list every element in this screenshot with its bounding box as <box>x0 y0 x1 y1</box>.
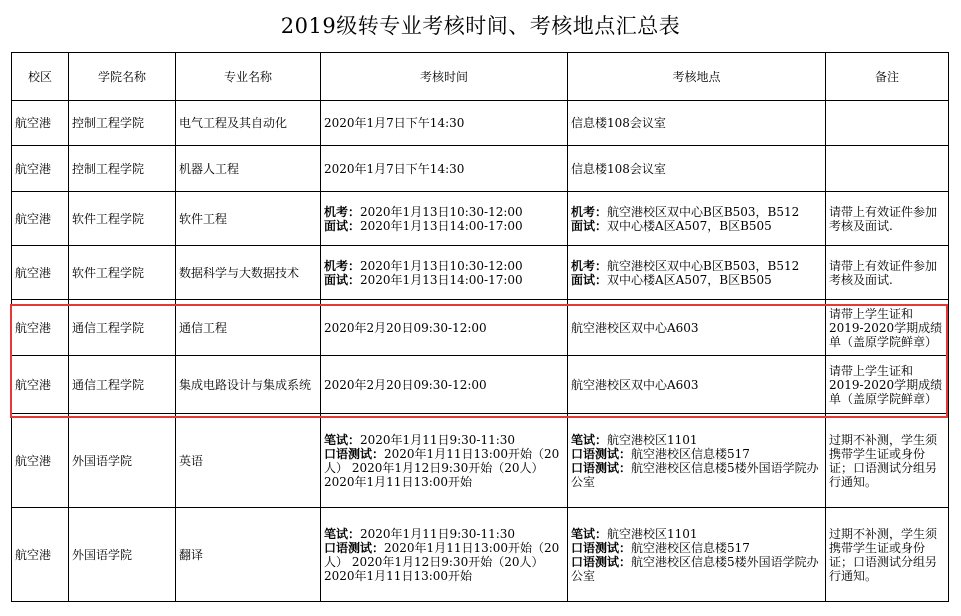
cell-major: 英语 <box>176 414 321 508</box>
place-label: 笔试： <box>571 432 608 447</box>
cell-note <box>826 101 949 146</box>
cell-time <box>321 246 568 300</box>
cell-time <box>321 146 568 192</box>
time-text: 2020年1月11日9:30-11:30 <box>360 526 516 541</box>
place-label: 笔试： <box>571 526 608 541</box>
place-line: 航空港校区双中心A603 <box>571 377 699 392</box>
cell-note: 请带上有效证件参加考核及面试. <box>826 246 949 300</box>
cell-time <box>321 414 568 508</box>
header-college: 学院名称 <box>69 53 176 101</box>
cell-time <box>321 508 568 602</box>
cell-college: 软件工程学院 <box>69 192 176 246</box>
place-line <box>571 541 822 555</box>
time-line <box>324 273 564 287</box>
cell-note: 过期不补测，学生须携带学生证或身份证；口语测试分组另行通知。 <box>826 414 949 508</box>
cell-major: 软件工程 <box>176 192 321 246</box>
cell-college: 控制工程学院 <box>69 101 176 146</box>
header-campus: 校区 <box>12 53 69 101</box>
table-row <box>12 300 949 356</box>
cell-place <box>568 356 826 414</box>
cell-campus: 航空港 <box>12 300 69 356</box>
time-label: 口语测试： <box>324 446 385 461</box>
time-label: 机考： <box>324 204 361 219</box>
cell-place <box>568 101 826 146</box>
cell-campus: 航空港 <box>12 508 69 602</box>
header-row <box>12 53 949 101</box>
cell-college: 控制工程学院 <box>69 146 176 192</box>
cell-college: 通信工程学院 <box>69 356 176 414</box>
place-line <box>571 555 822 583</box>
place-text: 航空港校区信息楼5楼外国语学院办公室 <box>571 554 819 583</box>
cell-note: 请带上学生证和2019-2020学期成绩单（盖原学院鲜章） <box>826 300 949 356</box>
cell-place <box>568 146 826 192</box>
table-row <box>12 246 949 300</box>
place-label: 口语测试： <box>571 460 632 475</box>
time-text: 2020年1月13日10:30-12:00 <box>360 204 523 219</box>
cell-college: 外国语学院 <box>69 414 176 508</box>
place-label: 面试： <box>571 218 608 233</box>
time-line <box>324 259 564 273</box>
cell-college: 软件工程学院 <box>69 246 176 300</box>
place-text: 航空港校区双中心B区B503，B512 <box>607 204 800 219</box>
place-line <box>571 433 822 447</box>
place-label: 口语测试： <box>571 554 632 569</box>
cell-place <box>568 300 826 356</box>
place-line: 信息楼108会议室 <box>571 161 666 176</box>
time-text: 2020年1月13日10:30-12:00 <box>360 258 523 273</box>
cell-major: 机器人工程 <box>176 146 321 192</box>
cell-campus: 航空港 <box>12 414 69 508</box>
place-line <box>571 205 822 219</box>
table-row <box>12 356 949 414</box>
cell-time <box>321 101 568 146</box>
time-line: 2020年1月7日下午14:30 <box>324 161 465 176</box>
time-text: 2020年1月11日9:30-11:30 <box>360 432 516 447</box>
cell-major: 集成电路设计与集成系统 <box>176 356 321 414</box>
time-label: 口语测试： <box>324 540 385 555</box>
cell-campus: 航空港 <box>12 146 69 192</box>
place-label: 口语测试： <box>571 446 632 461</box>
place-line <box>571 259 822 273</box>
place-text: 航空港校区1101 <box>607 432 698 447</box>
table-row <box>12 414 949 508</box>
place-text: 航空港校区信息楼5楼外国语学院办公室 <box>571 460 819 489</box>
place-line: 航空港校区双中心A603 <box>571 320 699 335</box>
time-line: 2020年2月20日09:30-12:00 <box>324 377 487 392</box>
place-text: 双中心楼A区A507，B区B505 <box>607 272 772 287</box>
time-line: 2020年1月7日下午14:30 <box>324 116 465 130</box>
place-line <box>571 273 822 287</box>
cell-campus: 航空港 <box>12 101 69 146</box>
place-text: 双中心楼A区A507，B区B505 <box>607 218 772 233</box>
time-line: 2020年2月20日09:30-12:00 <box>324 320 487 335</box>
place-text: 航空港校区信息楼517 <box>631 540 750 555</box>
header-note: 备注 <box>826 53 949 101</box>
cell-time <box>321 192 568 246</box>
header-major: 专业名称 <box>176 53 321 101</box>
place-text: 航空港校区1101 <box>607 526 698 541</box>
cell-note: 过期不补测，学生须携带学生证或身份证；口语测试分组另行通知。 <box>826 508 949 602</box>
place-line <box>571 447 822 461</box>
cell-note: 请带上有效证件参加考核及面试. <box>826 192 949 246</box>
cell-campus: 航空港 <box>12 356 69 414</box>
time-label: 笔试： <box>324 432 361 447</box>
cell-college: 外国语学院 <box>69 508 176 602</box>
time-label: 机考： <box>324 258 361 273</box>
cell-place <box>568 508 826 602</box>
page-title: 2019级转专业考核时间、考核地点汇总表 <box>280 14 681 38</box>
cell-campus: 航空港 <box>12 192 69 246</box>
cell-campus: 航空港 <box>12 246 69 300</box>
time-text: 2020年1月11日13:00开始（20人） 2020年1月12日9:30开始（20人） 2020年1月11日13:00开始 <box>324 540 560 583</box>
time-label: 面试： <box>324 272 361 287</box>
time-line <box>324 447 564 489</box>
place-line <box>571 527 822 541</box>
cell-time <box>321 356 568 414</box>
time-label: 笔试： <box>324 526 361 541</box>
place-label: 口语测试： <box>571 540 632 555</box>
cell-major: 数据科学与大数据技术 <box>176 246 321 300</box>
cell-place <box>568 246 826 300</box>
place-line <box>571 219 822 233</box>
header-place: 考核地点 <box>568 53 826 101</box>
table-row <box>12 192 949 246</box>
cell-major: 通信工程 <box>176 300 321 356</box>
schedule-table <box>11 52 949 602</box>
place-label: 机考： <box>571 258 608 273</box>
time-line <box>324 527 564 541</box>
time-line <box>324 219 564 233</box>
cell-major: 翻译 <box>176 508 321 602</box>
time-text: 2020年1月11日13:00开始（20人） 2020年1月12日9:30开始（20人） 2020年1月11日13:00开始 <box>324 446 560 489</box>
time-line <box>324 433 564 447</box>
time-line <box>324 205 564 219</box>
place-label: 面试： <box>571 272 608 287</box>
table-row <box>12 101 949 146</box>
cell-place <box>568 414 826 508</box>
time-text: 2020年1月13日14:00-17:00 <box>360 272 523 287</box>
place-text: 航空港校区双中心B区B503，B512 <box>607 258 800 273</box>
place-line: 信息楼108会议室 <box>571 116 666 130</box>
place-line <box>571 461 822 489</box>
time-line <box>324 541 564 583</box>
table-row <box>12 508 949 602</box>
place-text: 航空港校区信息楼517 <box>631 446 750 461</box>
cell-college: 通信工程学院 <box>69 300 176 356</box>
cell-note <box>826 146 949 192</box>
cell-major: 电气工程及其自动化 <box>176 101 321 146</box>
header-time: 考核时间 <box>321 53 568 101</box>
time-label: 面试： <box>324 218 361 233</box>
cell-place <box>568 192 826 246</box>
place-label: 机考： <box>571 204 608 219</box>
cell-time <box>321 300 568 356</box>
cell-note: 请带上学生证和2019-2020学期成绩单（盖原学院鲜章） <box>826 356 949 414</box>
time-text: 2020年1月13日14:00-17:00 <box>360 218 523 233</box>
table-row <box>12 146 949 192</box>
